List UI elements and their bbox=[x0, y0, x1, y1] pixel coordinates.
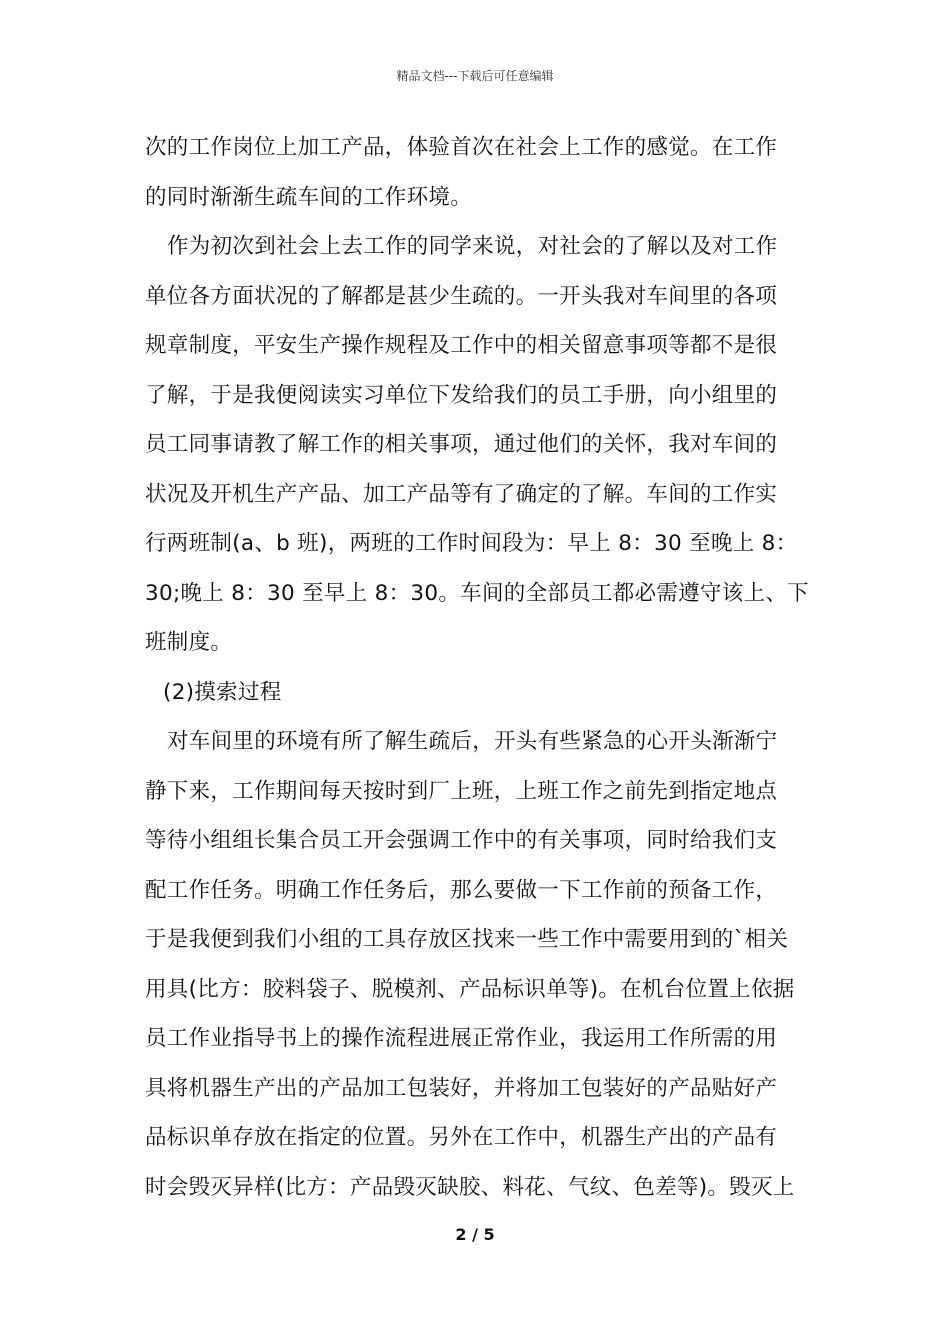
text-line-2: 的同时渐渐生疏车间的工作环境。 bbox=[145, 184, 473, 210]
document-body bbox=[145, 127, 810, 1216]
text-line-10: 30;晚上 8：30 至早上 8：30。车间的全部员工都必需遵守该上、下 bbox=[145, 580, 809, 606]
text-line-4: 单位各方面状况的了解都是甚少生疏的。一开头我对车间里的各项 bbox=[145, 283, 778, 309]
text-line-17: 于是我便到我们小组的工具存放区找来一些工作中需要用到的`相关 bbox=[145, 927, 789, 952]
text-line-3: 作为初次到社会上去工作的同学来说，对社会的了解以及对工作 bbox=[167, 234, 778, 259]
text-line-20: 具将机器生产出的产品加工包装好，并将加工包装好的产品贴好产 bbox=[145, 1075, 778, 1101]
text-line-6: 了解，于是我便阅读实习单位下发给我们的员工手册，向小组里的 bbox=[145, 382, 778, 408]
text-line-7: 员工同事请教了解工作的相关事项，通过他们的关怀，我对车间的 bbox=[145, 432, 778, 457]
text-line-21: 品标识单存放在指定的位置。另外在工作中，机器生产出的产品有 bbox=[145, 1125, 778, 1150]
section-heading: (2)摸索过程 bbox=[163, 679, 282, 705]
document-header: 精品文档---下载后可任意编辑 bbox=[396, 69, 554, 83]
text-line-9: 行两班制(a、b 班)，两班的工作时间段为：早上 8：30 至晚上 8： bbox=[145, 531, 798, 556]
text-line-22: 时会毁灭异样(比方：产品毁灭缺胶、料花、气纹、色差等)。毁灭上 bbox=[145, 1174, 795, 1200]
text-line-14: 静下来，工作期间每天按时到厂上班，上班工作之前先到指定地点 bbox=[145, 778, 778, 804]
page-number: 2 / 5 bbox=[455, 1225, 495, 1244]
text-line-15: 等待小组组长集合员工开会强调工作中的有关事项，同时给我们支 bbox=[145, 828, 778, 853]
text-line-19: 员工作业指导书上的操作流程进展正常作业，我运用工作所需的用 bbox=[145, 1026, 778, 1051]
text-line-16: 配工作任务。明确工作任务后，那么要做一下工作前的预备工作， bbox=[145, 877, 778, 903]
text-line-5: 规章制度，平安生产操作规程及工作中的相关留意事项等都不是很 bbox=[145, 333, 778, 358]
text-line-18: 用具(比方：胶料袋子、脱模剂、产品标识单等)。在机台位置上依据 bbox=[145, 976, 795, 1002]
text-line-11: 班制度。 bbox=[145, 630, 233, 655]
text-line-13: 对车间里的环境有所了解生疏后，开头有些紧急的心开头渐渐宁 bbox=[167, 729, 778, 754]
text-line-1: 次的工作岗位上加工产品，体验首次在社会上工作的感觉。在工作 bbox=[145, 135, 778, 160]
text-line-8: 状况及开机生产产品、加工产品等有了确定的了解。车间的工作实 bbox=[145, 481, 778, 507]
